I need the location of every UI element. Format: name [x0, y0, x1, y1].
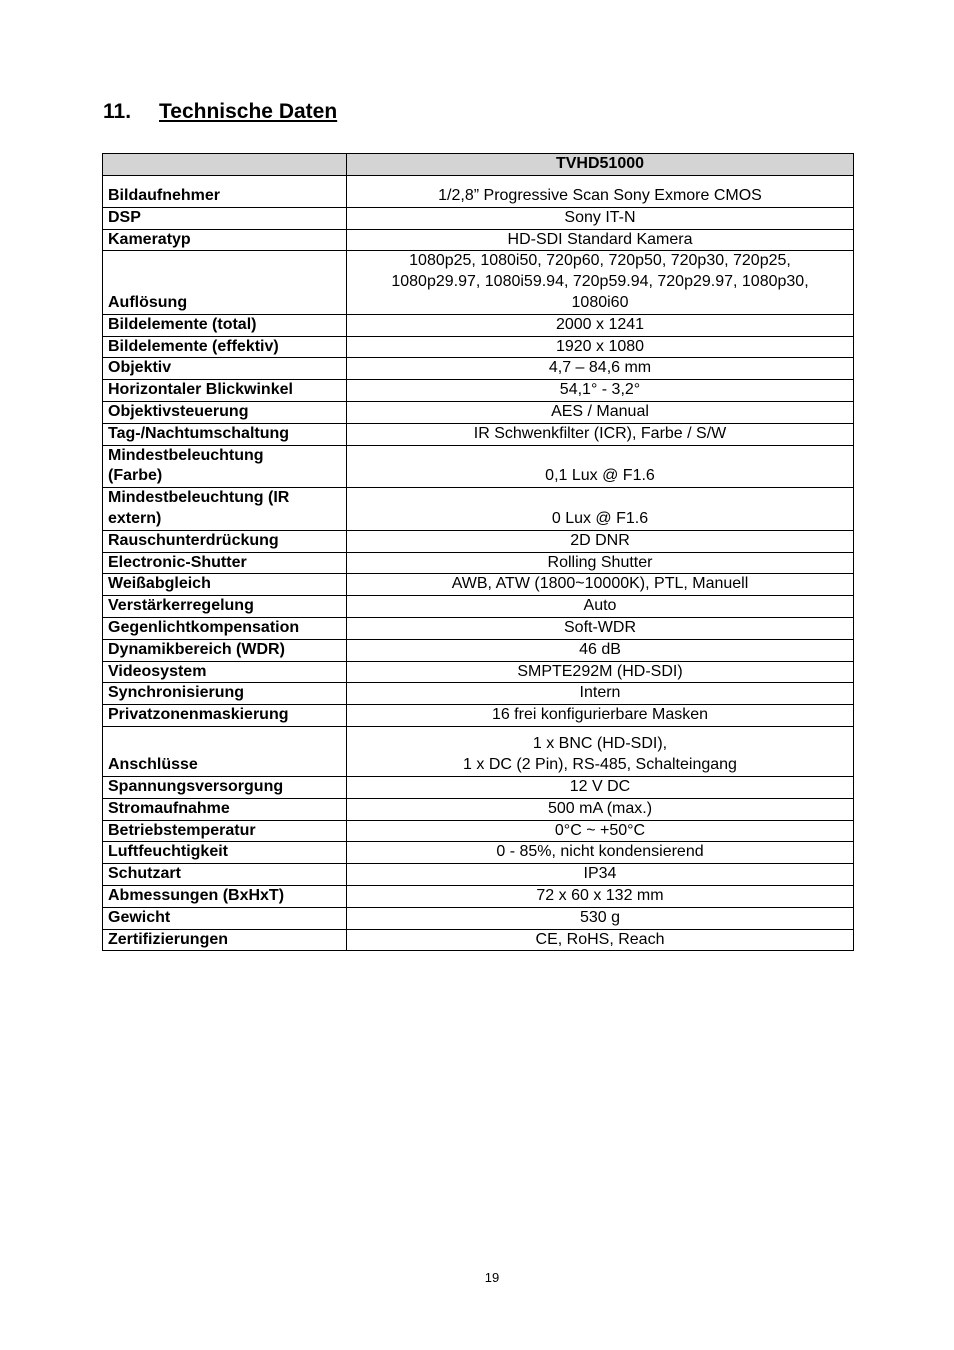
spec-label: Auflösung	[103, 251, 347, 314]
table-row	[103, 842, 854, 864]
spec-value: Sony IT-N	[347, 207, 854, 229]
table-row	[103, 358, 854, 380]
table-row	[103, 776, 854, 798]
page-number: 19	[484, 1270, 500, 1285]
table-row	[103, 661, 854, 683]
spec-value	[347, 251, 854, 314]
spec-label: Dynamikbereich (WDR)	[103, 639, 347, 661]
table-row	[103, 488, 854, 531]
spec-value: 1/2,8” Progressive Scan Sony Exmore CMOS	[347, 175, 854, 207]
spec-value-line: 1080i60	[571, 293, 629, 311]
spec-label: Bildelemente (total)	[103, 314, 347, 336]
table-row	[103, 401, 854, 423]
section-title: Technische Daten	[159, 100, 338, 123]
spec-value-line: 1080p25, 1080i50, 720p60, 720p50, 720p30, 720p25,	[409, 252, 791, 270]
table-row	[103, 380, 854, 402]
section-number: 11.	[103, 100, 132, 123]
spec-value-line: 1 x BNC (HD-SDI),	[532, 735, 668, 753]
spec-label-line: Mindestbeleuchtung (IR	[108, 489, 290, 507]
spec-label: Zertifizierungen	[103, 929, 347, 951]
spec-label	[103, 488, 347, 531]
table-row	[103, 864, 854, 886]
spec-label: Privatzonenmaskierung	[103, 705, 347, 727]
spec-label: Videosystem	[103, 661, 347, 683]
spec-label: Schutzart	[103, 864, 347, 886]
table-row	[103, 314, 854, 336]
spec-label: Bildelemente (effektiv)	[103, 336, 347, 358]
spec-table	[102, 153, 854, 951]
spec-label: Stromaufnahme	[103, 798, 347, 820]
spec-value: IR Schwenkfilter (ICR), Farbe / S/W	[347, 423, 854, 445]
table-row	[103, 574, 854, 596]
spec-table-header-row	[103, 154, 854, 176]
spec-value: HD-SDI Standard Kamera	[347, 229, 854, 251]
spec-label: Anschlüsse	[103, 726, 347, 776]
spec-value: 46 dB	[347, 639, 854, 661]
spec-value: 0 - 85%, nicht kondensierend	[347, 842, 854, 864]
spec-value: 0°C ~ +50°C	[347, 820, 854, 842]
table-row	[103, 175, 854, 207]
spec-label: Electronic-Shutter	[103, 552, 347, 574]
spec-value: Rolling Shutter	[347, 552, 854, 574]
spec-value-line: 1080p29.97, 1080i59.94, 720p59.94, 720p29.97, 1080p30,	[391, 273, 809, 291]
spec-value: 0 Lux @ F1.6	[347, 488, 854, 531]
spec-value-line: 1 x DC (2 Pin), RS-485, Schalteingang	[463, 756, 737, 774]
table-row	[103, 907, 854, 929]
table-row	[103, 798, 854, 820]
spec-value: 12 V DC	[347, 776, 854, 798]
table-row	[103, 336, 854, 358]
spec-label: Spannungsversorgung	[103, 776, 347, 798]
spec-label: Luftfeuchtigkeit	[103, 842, 347, 864]
spec-value: Soft-WDR	[347, 617, 854, 639]
spec-label: DSP	[103, 207, 347, 229]
spec-label: Gewicht	[103, 907, 347, 929]
table-row	[103, 445, 854, 488]
table-row	[103, 639, 854, 661]
table-row	[103, 229, 854, 251]
spec-table-body	[103, 175, 854, 951]
spec-value: 530 g	[347, 907, 854, 929]
spec-value: 72 x 60 x 132 mm	[347, 885, 854, 907]
spec-value: Intern	[347, 683, 854, 705]
spec-value: 54,1° - 3,2°	[347, 380, 854, 402]
spec-value	[347, 726, 854, 776]
spec-label-line: (Farbe)	[108, 467, 163, 485]
table-row	[103, 530, 854, 552]
spec-value: IP34	[347, 864, 854, 886]
table-row	[103, 617, 854, 639]
spec-label-line: extern)	[108, 509, 162, 527]
table-row	[103, 423, 854, 445]
spec-label	[103, 445, 347, 488]
spec-value: AES / Manual	[347, 401, 854, 423]
spec-value: SMPTE292M (HD-SDI)	[347, 661, 854, 683]
spec-label: Objektivsteuerung	[103, 401, 347, 423]
spec-label: Horizontaler Blickwinkel	[103, 380, 347, 402]
spec-label: Rauschunterdrückung	[103, 530, 347, 552]
spec-label: Weißabgleich	[103, 574, 347, 596]
spec-label: Betriebstemperatur	[103, 820, 347, 842]
table-row	[103, 705, 854, 727]
spec-label: Kameratyp	[103, 229, 347, 251]
section-heading	[103, 98, 337, 126]
table-row	[103, 726, 854, 776]
spec-value: CE, RoHS, Reach	[347, 929, 854, 951]
spec-value: AWB, ATW (1800~10000K), PTL, Manuell	[347, 574, 854, 596]
table-row	[103, 207, 854, 229]
table-row	[103, 596, 854, 618]
table-row	[103, 885, 854, 907]
spec-label-line: Mindestbeleuchtung	[108, 446, 264, 464]
spec-label: Bildaufnehmer	[103, 175, 347, 207]
table-row	[103, 251, 854, 314]
spec-label: Abmessungen (BxHxT)	[103, 885, 347, 907]
table-row	[103, 683, 854, 705]
spec-value: 4,7 – 84,6 mm	[347, 358, 854, 380]
spec-label: Tag-/Nachtumschaltung	[103, 423, 347, 445]
spec-table-header-model: TVHD51000	[347, 154, 854, 176]
table-row	[103, 929, 854, 951]
spec-value: 2000 x 1241	[347, 314, 854, 336]
spec-label: Objektiv	[103, 358, 347, 380]
spec-label: Synchronisierung	[103, 683, 347, 705]
spec-value: 500 mA (max.)	[347, 798, 854, 820]
table-row	[103, 552, 854, 574]
spec-label: Gegenlichtkompensation	[103, 617, 347, 639]
spec-value: Auto	[347, 596, 854, 618]
spec-value: 16 frei konfigurierbare Masken	[347, 705, 854, 727]
spec-table-header-blank	[103, 154, 347, 176]
spec-value: 2D DNR	[347, 530, 854, 552]
table-row	[103, 820, 854, 842]
spec-label: Verstärkerregelung	[103, 596, 347, 618]
spec-value: 0,1 Lux @ F1.6	[347, 445, 854, 488]
spec-value: 1920 x 1080	[347, 336, 854, 358]
